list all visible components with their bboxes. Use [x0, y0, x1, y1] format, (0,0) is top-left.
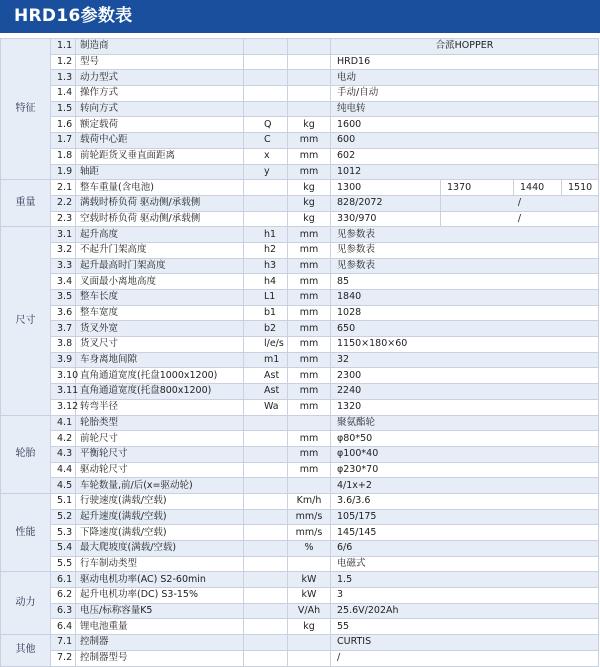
row-number: 6.3 — [51, 603, 76, 619]
row-number: 3.9 — [51, 352, 76, 368]
row-value: CURTIS — [331, 635, 599, 651]
table-row — [1, 227, 599, 243]
row-symbol — [244, 446, 288, 462]
table-row — [1, 352, 599, 368]
row-name: 直角通道宽度(托盘800x1200) — [76, 384, 244, 400]
row-number: 7.2 — [51, 650, 76, 666]
table-row — [1, 509, 599, 525]
table-row — [1, 446, 599, 462]
row-value: 32 — [331, 352, 599, 368]
table-row — [1, 588, 599, 604]
row-symbol: C — [244, 133, 288, 149]
row-name: 车身离地间隙 — [76, 352, 244, 368]
row-number: 4.3 — [51, 446, 76, 462]
row-value-2: 1370 — [441, 180, 514, 196]
row-unit: mm — [288, 446, 331, 462]
row-number: 1.4 — [51, 86, 76, 102]
row-number: 4.5 — [51, 478, 76, 494]
row-symbol — [244, 86, 288, 102]
table-row — [1, 572, 599, 588]
row-symbol — [244, 556, 288, 572]
row-symbol: y — [244, 164, 288, 180]
row-unit: kg — [288, 211, 331, 227]
row-unit: mm — [288, 258, 331, 274]
row-name: 额定载荷 — [76, 117, 244, 133]
row-value: 650 — [331, 321, 599, 337]
row-symbol — [244, 493, 288, 509]
table-row — [1, 368, 599, 384]
row-name: 车轮数量,前/后(x=驱动轮) — [76, 478, 244, 494]
row-unit: mm — [288, 242, 331, 258]
row-symbol — [244, 39, 288, 55]
row-unit: kg — [288, 180, 331, 196]
row-number: 1.8 — [51, 148, 76, 164]
spec-table — [0, 38, 599, 667]
row-number: 2.3 — [51, 211, 76, 227]
row-symbol — [244, 101, 288, 117]
row-number: 5.4 — [51, 541, 76, 557]
row-unit — [288, 54, 331, 70]
group-label-dimension: 尺寸 — [1, 227, 51, 415]
row-unit: kg — [288, 117, 331, 133]
row-value-extra: / — [441, 211, 599, 227]
row-name: 行车制动类型 — [76, 556, 244, 572]
row-name: 最大爬坡度(满载/空载) — [76, 541, 244, 557]
row-number: 1.3 — [51, 70, 76, 86]
row-value: 600 — [331, 133, 599, 149]
row-unit: mm — [288, 352, 331, 368]
row-number: 5.5 — [51, 556, 76, 572]
row-name: 型号 — [76, 54, 244, 70]
row-number: 4.2 — [51, 431, 76, 447]
row-unit: mm — [288, 399, 331, 415]
row-value: φ100*40 — [331, 446, 599, 462]
table-row — [1, 242, 599, 258]
table-row — [1, 525, 599, 541]
row-symbol — [244, 478, 288, 494]
table-row — [1, 133, 599, 149]
row-unit — [288, 101, 331, 117]
row-value: 3 — [331, 588, 599, 604]
row-symbol: Wa — [244, 399, 288, 415]
row-value: 手动/自动 — [331, 86, 599, 102]
row-name: 叉面最小离地高度 — [76, 274, 244, 290]
table-row — [1, 321, 599, 337]
row-unit: mm — [288, 431, 331, 447]
row-name: 前轮距货叉垂直面距离 — [76, 148, 244, 164]
row-unit: mm — [288, 384, 331, 400]
row-value: 55 — [331, 619, 599, 635]
row-value: 电动 — [331, 70, 599, 86]
row-symbol — [244, 431, 288, 447]
row-name: 满载时桥负荷 驱动侧/承载侧 — [76, 195, 244, 211]
row-number: 4.1 — [51, 415, 76, 431]
row-number: 3.12 — [51, 399, 76, 415]
row-value: 330/970 — [331, 211, 441, 227]
row-unit: V/Ah — [288, 603, 331, 619]
table-row — [1, 290, 599, 306]
row-name: 直角通道宽度(托盘1000x1200) — [76, 368, 244, 384]
row-symbol — [244, 462, 288, 478]
row-symbol — [244, 180, 288, 196]
row-number: 3.4 — [51, 274, 76, 290]
row-value: 828/2072 — [331, 195, 441, 211]
row-unit: kW — [288, 572, 331, 588]
row-number: 3.10 — [51, 368, 76, 384]
row-unit: mm — [288, 305, 331, 321]
row-symbol — [244, 635, 288, 651]
row-value: 2240 — [331, 384, 599, 400]
row-value-extra: / — [441, 195, 599, 211]
table-row — [1, 384, 599, 400]
row-name: 控制器 — [76, 635, 244, 651]
table-row — [1, 195, 599, 211]
row-value: 145/145 — [331, 525, 599, 541]
table-row — [1, 180, 599, 196]
row-value: 电磁式 — [331, 556, 599, 572]
row-number: 4.4 — [51, 462, 76, 478]
row-symbol — [244, 70, 288, 86]
row-symbol: m1 — [244, 352, 288, 368]
row-symbol: Ast — [244, 368, 288, 384]
table-row — [1, 86, 599, 102]
row-value: 1320 — [331, 399, 599, 415]
row-name: 载荷中心距 — [76, 133, 244, 149]
row-value: 1028 — [331, 305, 599, 321]
row-symbol: b2 — [244, 321, 288, 337]
row-symbol: x — [244, 148, 288, 164]
group-label-performance: 性能 — [1, 493, 51, 571]
table-row — [1, 101, 599, 117]
row-name: 起升速度(满载/空载) — [76, 509, 244, 525]
row-unit — [288, 635, 331, 651]
row-unit: mm — [288, 368, 331, 384]
row-value: 见参数表 — [331, 227, 599, 243]
row-symbol: l/e/s — [244, 337, 288, 353]
group-label-feature: 特征 — [1, 39, 51, 180]
row-number: 3.11 — [51, 384, 76, 400]
row-symbol: h4 — [244, 274, 288, 290]
table-row — [1, 556, 599, 572]
row-number: 1.9 — [51, 164, 76, 180]
row-value: 1.5 — [331, 572, 599, 588]
table-row — [1, 541, 599, 557]
page-title: HRD16参数表 — [14, 6, 133, 26]
row-unit: mm/s — [288, 509, 331, 525]
row-unit: mm — [288, 337, 331, 353]
row-unit — [288, 39, 331, 55]
row-unit: mm — [288, 274, 331, 290]
row-number: 2.2 — [51, 195, 76, 211]
row-name: 电压/标称容量K5 — [76, 603, 244, 619]
row-unit: kg — [288, 619, 331, 635]
table-row — [1, 415, 599, 431]
row-name: 动力型式 — [76, 70, 244, 86]
row-value: 2300 — [331, 368, 599, 384]
row-symbol — [244, 619, 288, 635]
row-unit: mm — [288, 321, 331, 337]
group-label-weight: 重量 — [1, 180, 51, 227]
row-symbol: Q — [244, 117, 288, 133]
row-value: 85 — [331, 274, 599, 290]
table-row — [1, 399, 599, 415]
row-unit: mm — [288, 164, 331, 180]
row-value: HRD16 — [331, 54, 599, 70]
row-number: 3.3 — [51, 258, 76, 274]
row-value: φ80*50 — [331, 431, 599, 447]
row-name: 整车重量(含电池) — [76, 180, 244, 196]
table-row — [1, 274, 599, 290]
row-name: 起升电机功率(DC) S3-15% — [76, 588, 244, 604]
row-symbol — [244, 525, 288, 541]
row-name: 不起升门架高度 — [76, 242, 244, 258]
row-number: 2.1 — [51, 180, 76, 196]
row-value: 1012 — [331, 164, 599, 180]
table-row — [1, 603, 599, 619]
row-unit: % — [288, 541, 331, 557]
table-row — [1, 164, 599, 180]
row-value: 合派HOPPER — [331, 39, 599, 55]
row-name: 货叉尺寸 — [76, 337, 244, 353]
row-value: / — [331, 650, 599, 666]
table-row — [1, 305, 599, 321]
row-unit: mm — [288, 227, 331, 243]
row-symbol — [244, 509, 288, 525]
row-value: 见参数表 — [331, 258, 599, 274]
row-symbol — [244, 211, 288, 227]
row-value: 6/6 — [331, 541, 599, 557]
row-symbol — [244, 195, 288, 211]
row-name: 转向方式 — [76, 101, 244, 117]
row-number: 5.3 — [51, 525, 76, 541]
row-value-4: 1510 — [562, 180, 599, 196]
row-value: 聚氨酯轮 — [331, 415, 599, 431]
spec-body — [1, 39, 599, 667]
row-value-3: 1440 — [514, 180, 562, 196]
row-name: 驱动电机功率(AC) S2-60min — [76, 572, 244, 588]
row-number: 5.2 — [51, 509, 76, 525]
title-bar — [0, 0, 600, 33]
row-name: 轮胎类型 — [76, 415, 244, 431]
row-name: 空载时桥负荷 驱动侧/承载侧 — [76, 211, 244, 227]
table-row — [1, 619, 599, 635]
table-row — [1, 431, 599, 447]
row-unit — [288, 478, 331, 494]
row-value: 1600 — [331, 117, 599, 133]
table-row — [1, 650, 599, 666]
row-unit: mm — [288, 133, 331, 149]
row-unit: kW — [288, 588, 331, 604]
row-value: 602 — [331, 148, 599, 164]
row-symbol — [244, 588, 288, 604]
row-name: 下降速度(满载/空载) — [76, 525, 244, 541]
row-name: 整车宽度 — [76, 305, 244, 321]
row-number: 1.2 — [51, 54, 76, 70]
row-unit: mm — [288, 148, 331, 164]
row-unit — [288, 86, 331, 102]
row-number: 3.7 — [51, 321, 76, 337]
row-number: 1.7 — [51, 133, 76, 149]
row-value: 3.6/3.6 — [331, 493, 599, 509]
row-name: 锂电池重量 — [76, 619, 244, 635]
row-name: 平衡轮尺寸 — [76, 446, 244, 462]
row-symbol: h3 — [244, 258, 288, 274]
row-value: 1840 — [331, 290, 599, 306]
row-symbol — [244, 650, 288, 666]
row-symbol — [244, 415, 288, 431]
row-symbol — [244, 603, 288, 619]
row-name: 起升高度 — [76, 227, 244, 243]
row-name: 行驶速度(满载/空载) — [76, 493, 244, 509]
row-number: 6.4 — [51, 619, 76, 635]
row-symbol — [244, 54, 288, 70]
row-unit — [288, 70, 331, 86]
row-number: 3.2 — [51, 242, 76, 258]
row-unit — [288, 650, 331, 666]
row-name: 货叉外宽 — [76, 321, 244, 337]
row-name: 制造商 — [76, 39, 244, 55]
row-name: 转弯半径 — [76, 399, 244, 415]
table-row — [1, 635, 599, 651]
table-row — [1, 148, 599, 164]
table-row — [1, 117, 599, 133]
row-number: 7.1 — [51, 635, 76, 651]
row-name: 操作方式 — [76, 86, 244, 102]
row-number: 3.5 — [51, 290, 76, 306]
row-number: 3.8 — [51, 337, 76, 353]
group-label-power: 动力 — [1, 572, 51, 635]
row-unit: kg — [288, 195, 331, 211]
row-unit: mm/s — [288, 525, 331, 541]
group-label-wheel: 轮胎 — [1, 415, 51, 493]
table-row — [1, 462, 599, 478]
row-symbol: Ast — [244, 384, 288, 400]
table-row — [1, 70, 599, 86]
row-value: 4/1x+2 — [331, 478, 599, 494]
row-symbol: L1 — [244, 290, 288, 306]
table-row — [1, 39, 599, 55]
row-unit: Km/h — [288, 493, 331, 509]
row-name: 整车长度 — [76, 290, 244, 306]
row-symbol: b1 — [244, 305, 288, 321]
row-number: 5.1 — [51, 493, 76, 509]
row-number: 6.1 — [51, 572, 76, 588]
row-symbol — [244, 572, 288, 588]
row-value: 1150×180×60 — [331, 337, 599, 353]
row-number: 1.5 — [51, 101, 76, 117]
table-row — [1, 211, 599, 227]
table-row — [1, 493, 599, 509]
row-name: 起升最高时门架高度 — [76, 258, 244, 274]
row-name: 控制器型号 — [76, 650, 244, 666]
row-number: 3.1 — [51, 227, 76, 243]
row-value: φ230*70 — [331, 462, 599, 478]
row-value: 25.6V/202Ah — [331, 603, 599, 619]
row-number: 3.6 — [51, 305, 76, 321]
row-number: 6.2 — [51, 588, 76, 604]
row-unit: mm — [288, 290, 331, 306]
row-unit: mm — [288, 462, 331, 478]
row-symbol: h2 — [244, 242, 288, 258]
row-unit — [288, 415, 331, 431]
table-row — [1, 337, 599, 353]
row-name: 前轮尺寸 — [76, 431, 244, 447]
row-symbol: h1 — [244, 227, 288, 243]
row-unit — [288, 556, 331, 572]
row-name: 轴距 — [76, 164, 244, 180]
row-number: 1.1 — [51, 39, 76, 55]
row-symbol — [244, 541, 288, 557]
row-value: 105/175 — [331, 509, 599, 525]
row-value: 纯电转 — [331, 101, 599, 117]
row-name: 驱动轮尺寸 — [76, 462, 244, 478]
table-row — [1, 54, 599, 70]
group-label-other: 其他 — [1, 635, 51, 666]
row-value: 1300 — [331, 180, 441, 196]
row-number: 1.6 — [51, 117, 76, 133]
table-row — [1, 258, 599, 274]
table-row — [1, 478, 599, 494]
row-value: 见参数表 — [331, 242, 599, 258]
